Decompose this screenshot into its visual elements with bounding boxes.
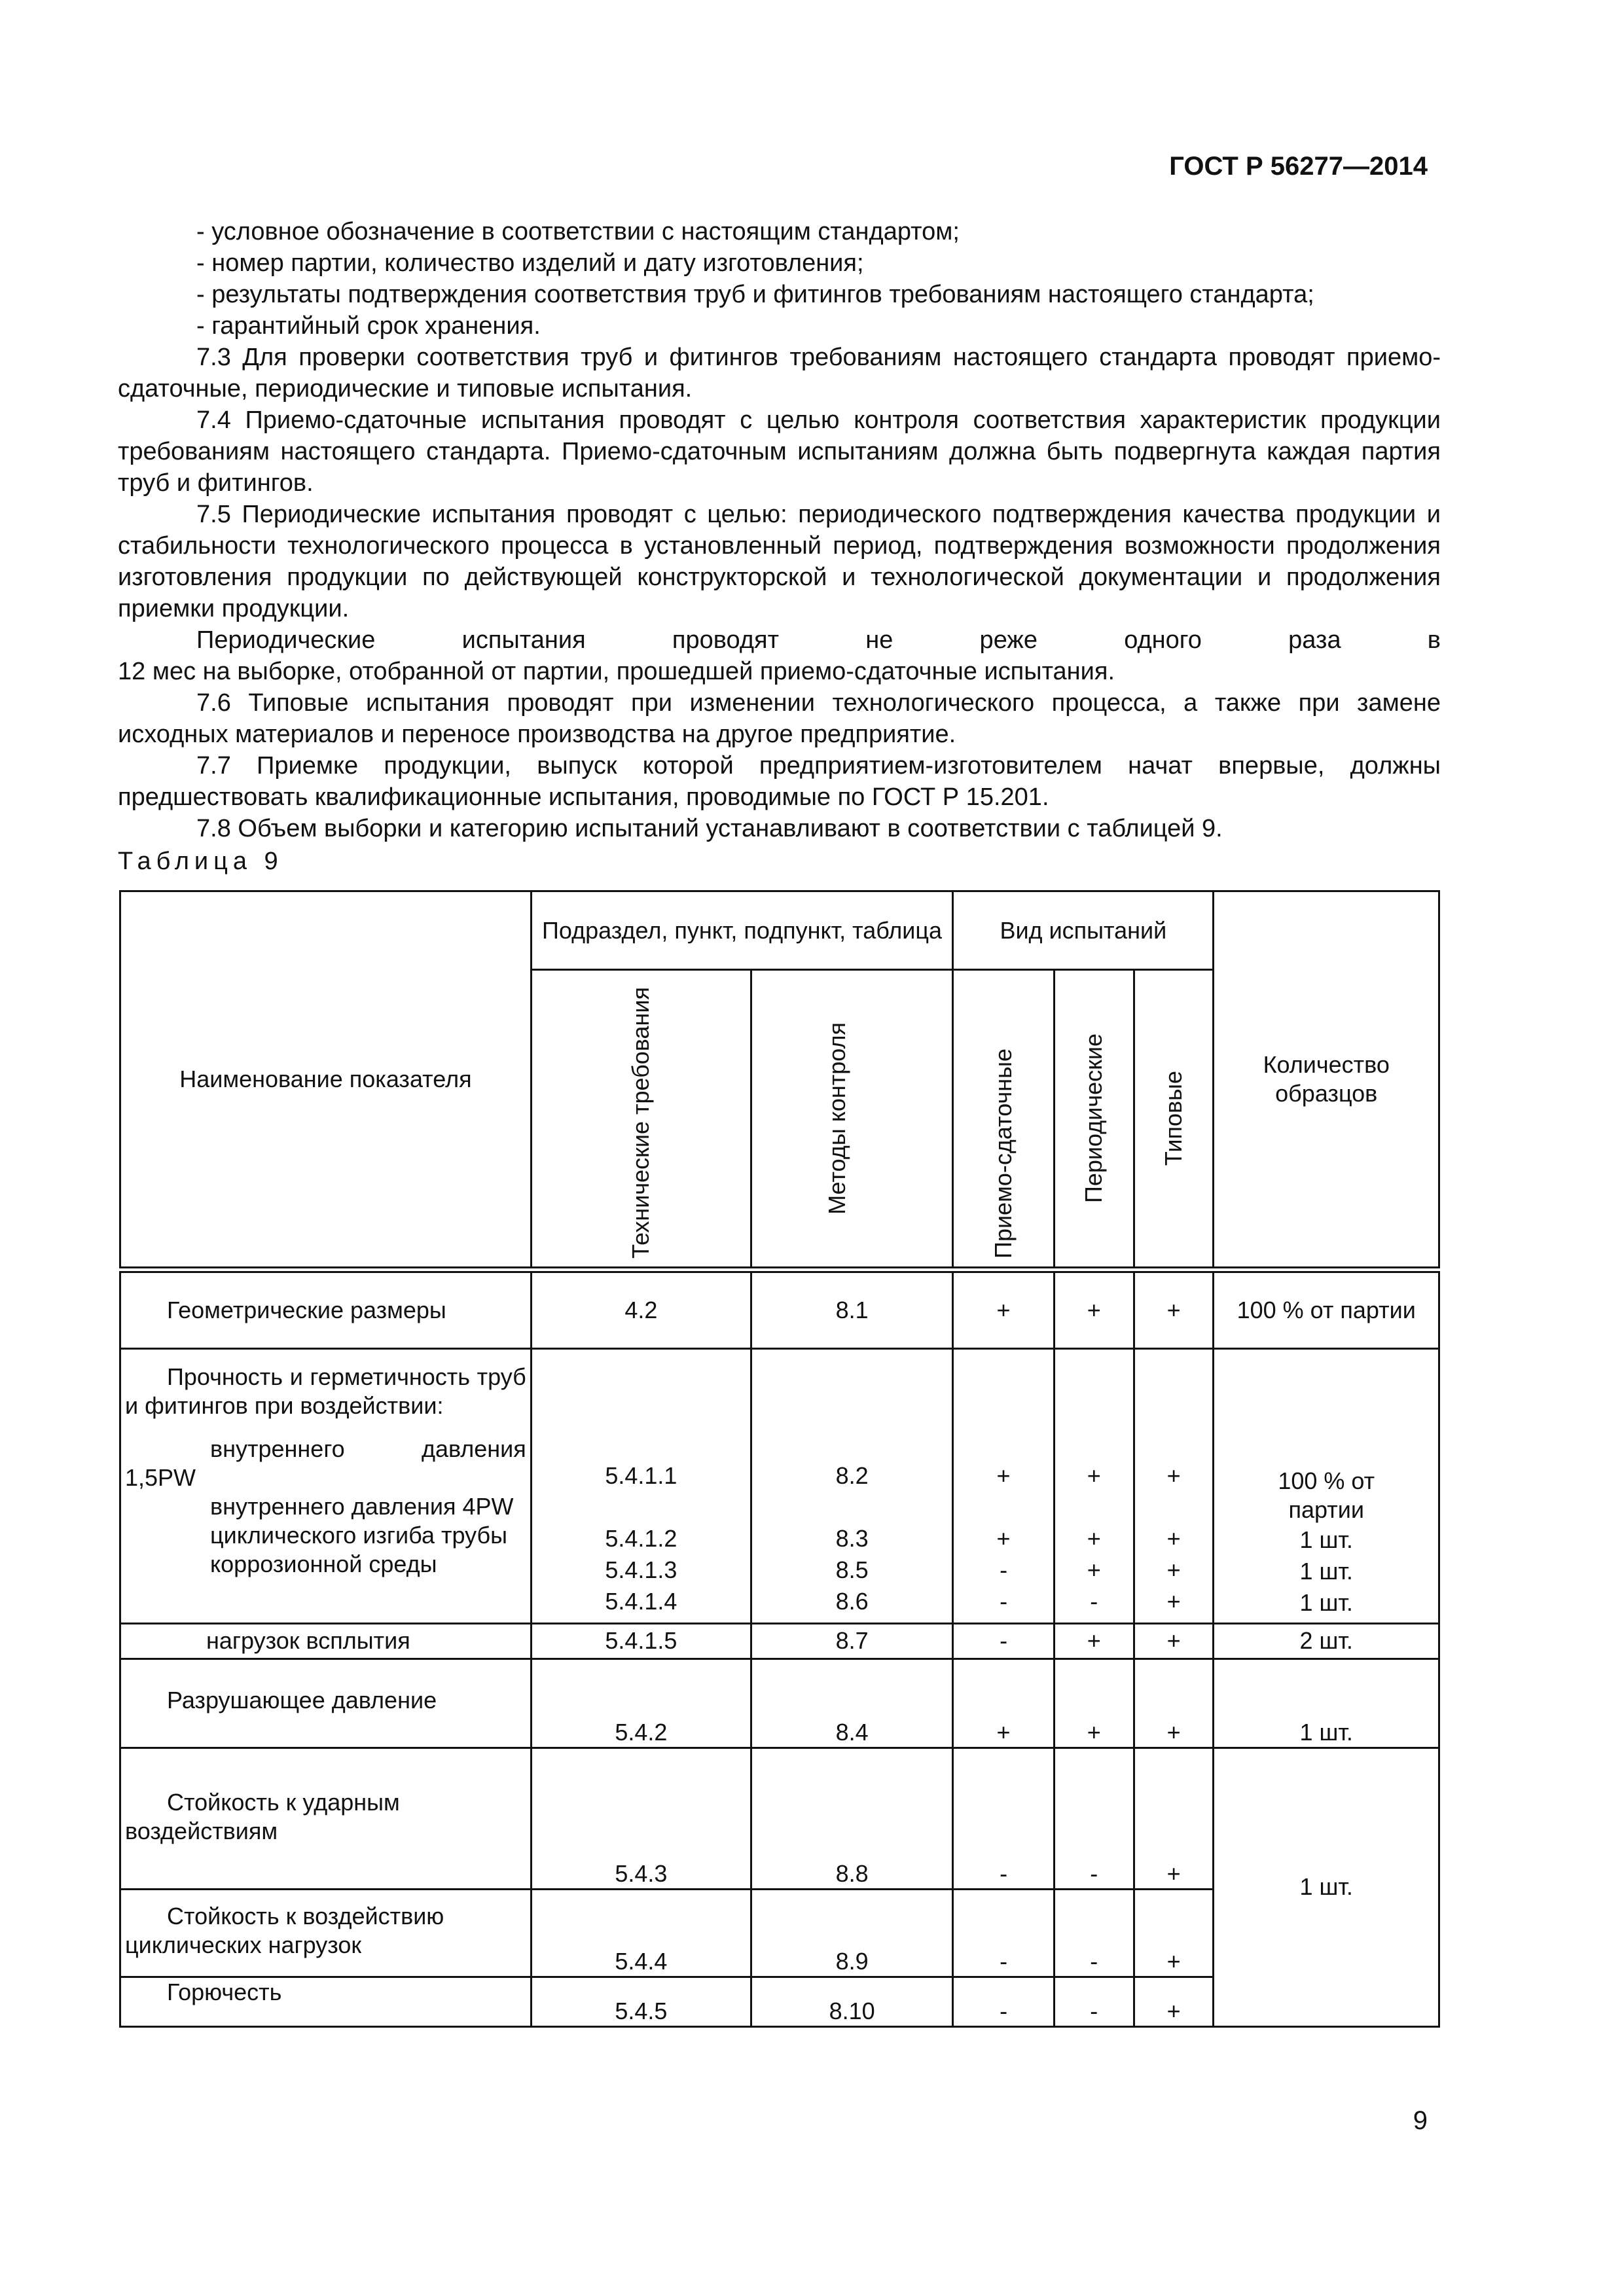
bullet-item: - номер партии, количество изделий и дату изготовления;	[196, 249, 864, 277]
strength-method-1: 8.2	[835, 1462, 869, 1489]
row-periodic: +	[1054, 1270, 1134, 1348]
paragraph-7-5-periodicity: Периодические испытания проводят не реже одного раза в	[196, 626, 1441, 654]
strength-periodic-cell	[1054, 1348, 1134, 1623]
row-req: 5.4.1.5	[531, 1623, 751, 1659]
strength-method-2: 8.3	[835, 1524, 869, 1552]
row-name: нагрузок всплытия	[120, 1623, 532, 1659]
cyclic-name: Стойкость к воздействию циклических нагрузок	[125, 1902, 444, 1958]
row-req: 5.4.3	[531, 1748, 751, 1889]
row-type: +	[1134, 1748, 1214, 1889]
header-test-type-group: Вид испытаний	[953, 891, 1214, 970]
strength-title: Прочность и герметичность труб и фитингов при воздействии:	[125, 1363, 526, 1419]
strength-t-1: +	[1166, 1462, 1181, 1489]
table-row	[120, 1659, 1439, 1748]
row-type: +	[1134, 1889, 1214, 1977]
row-name	[120, 1748, 532, 1889]
bullet-item: - гарантийный срок хранения.	[196, 312, 541, 340]
document-number: ГОСТ Р 56277—2014	[1169, 152, 1428, 181]
row-req: 4.2	[531, 1270, 751, 1348]
header-section-group: Подраздел, пункт, подпункт, таблица	[531, 891, 952, 970]
document-body	[118, 216, 1441, 877]
strength-count-1: 100 % от партии	[1278, 1467, 1375, 1523]
row-type: +	[1134, 1270, 1214, 1348]
table-row	[120, 1748, 1439, 1889]
strength-req-2: 5.4.1.2	[605, 1524, 677, 1552]
strength-p-4: -	[1090, 1587, 1098, 1615]
strength-t-2: +	[1166, 1524, 1181, 1552]
strength-method-4: 8.6	[835, 1587, 869, 1615]
strength-sub-2: внутреннего давления 4PW	[210, 1492, 514, 1520]
header-acceptance	[953, 970, 1055, 1270]
row-acceptance: -	[953, 1748, 1055, 1889]
header-type-tests-text: Типовые	[1160, 1071, 1187, 1166]
strength-t-4: +	[1166, 1587, 1181, 1615]
row-type: +	[1134, 1659, 1214, 1748]
header-tech-req	[531, 970, 751, 1270]
paragraph-7-5: 7.5 Периодические испытания проводят с целью: периодического подтверждения качества продукции и стабильности технологического процесса в установленный период, подтверждения возможности продолжения изготовления продукции по действующей конструкторской и технологической документации и продолжения приемки продукции.	[118, 501, 1441, 622]
paragraph-7-3: 7.3 Для проверки соответствия труб и фитингов требованиям настоящего стандарта проводят приемо-сдаточные, периодические и типовые испытания.	[118, 344, 1441, 403]
strength-p-2: +	[1087, 1524, 1101, 1552]
row-periodic: -	[1054, 1889, 1134, 1977]
strength-p-1: +	[1087, 1462, 1101, 1489]
strength-t-3: +	[1166, 1556, 1181, 1583]
impact-name: Стойкость к ударным воздействиям	[125, 1788, 400, 1844]
header-sample-count: Количество образцов	[1214, 891, 1439, 1270]
bullet-item: - результаты подтверждения соответствия труб и фитингов требованиям настоящего стандарта;	[196, 281, 1314, 308]
row-acceptance: -	[953, 1889, 1055, 1977]
row-method: 8.7	[751, 1623, 953, 1659]
strength-acceptance-cell	[953, 1348, 1055, 1623]
strength-name-cell	[120, 1348, 532, 1623]
strength-sub-4: коррозионной среды	[210, 1550, 437, 1577]
row-periodic: +	[1054, 1659, 1134, 1748]
strength-a-4: -	[1000, 1587, 1008, 1615]
table-row	[120, 1623, 1439, 1659]
row-acceptance: +	[953, 1659, 1055, 1748]
row-count: 100 % от партии	[1214, 1270, 1439, 1348]
header-methods	[751, 970, 953, 1270]
header-periodic	[1054, 970, 1134, 1270]
strength-method-3: 8.5	[835, 1556, 869, 1583]
table-9	[119, 890, 1440, 2028]
header-name: Наименование показателя	[120, 891, 532, 1270]
strength-count-2: 1 шт.	[1299, 1526, 1353, 1553]
row-periodic: -	[1054, 1977, 1134, 2026]
strength-sub-1: внутреннего давления 1,5PW	[125, 1435, 526, 1491]
table-row	[120, 1270, 1439, 1348]
row-periodic: +	[1054, 1623, 1134, 1659]
strength-a-3: -	[1000, 1556, 1008, 1583]
strength-req-1: 5.4.1.1	[605, 1462, 677, 1489]
strength-req-4: 5.4.1.4	[605, 1587, 677, 1615]
strength-req-3: 5.4.1.3	[605, 1556, 677, 1583]
paragraph-7-6: 7.6 Типовые испытания проводят при изменении технологического процесса, а также при замене исходных материалов и переносе производства на другое предприятие.	[118, 689, 1441, 748]
row-acceptance: +	[953, 1270, 1055, 1348]
paragraph-7-7: 7.7 Приемке продукции, выпуск которой предприятием-изготовителем начат впервые, должны предшествовать квалификационные испытания, проводимые по ГОСТ Р 15.201.	[118, 752, 1441, 811]
header-acceptance-text: Приемо-сдаточные	[990, 1049, 1017, 1259]
row-acceptance: -	[953, 1977, 1055, 2026]
row-type: +	[1134, 1623, 1214, 1659]
row-count: 1 шт.	[1214, 1659, 1439, 1748]
table-caption: Таблица 9	[118, 848, 283, 875]
row-count: 2 шт.	[1214, 1623, 1439, 1659]
row-name	[120, 1889, 532, 1977]
table-header-row	[120, 891, 1439, 970]
page-number: 9	[1413, 2106, 1428, 2135]
strength-req-cell	[531, 1348, 751, 1623]
strength-a-2: +	[996, 1524, 1011, 1552]
header-type-tests	[1134, 970, 1214, 1270]
row-method: 8.9	[751, 1889, 953, 1977]
row-req: 5.4.5	[531, 1977, 751, 2026]
strength-a-1: +	[996, 1462, 1011, 1489]
row-acceptance: -	[953, 1623, 1055, 1659]
bullet-item: - условное обозначение в соответствии с настоящим стандартом;	[196, 218, 960, 245]
row-name: Геометрические размеры	[120, 1270, 532, 1348]
row-method: 8.10	[751, 1977, 953, 2026]
strength-type-cell	[1134, 1348, 1214, 1623]
row-type: +	[1134, 1977, 1214, 2026]
strength-sub-3: циклического изгиба трубы	[210, 1521, 507, 1549]
table-row-strength	[120, 1348, 1439, 1623]
header-methods-text: Методы контроля	[823, 1022, 850, 1215]
header-periodic-text: Периодические	[1080, 1033, 1108, 1204]
header-tech-req-text: Технические требования	[627, 987, 655, 1259]
strength-count-cell	[1214, 1348, 1439, 1623]
shared-count-cell: 1 шт.	[1214, 1748, 1439, 2026]
strength-p-3: +	[1087, 1556, 1101, 1583]
strength-method-cell	[751, 1348, 953, 1623]
paragraph-7-8: 7.8 Объем выборки и категорию испытаний устанавливают в соответствии с таблицей 9.	[196, 815, 1223, 842]
row-periodic: -	[1054, 1748, 1134, 1889]
strength-count-4: 1 шт.	[1299, 1588, 1353, 1616]
paragraph-7-5-periodicity-cont: 12 мес на выборке, отобранной от партии, прошедшей приемо-сдаточные испытания.	[118, 658, 1115, 685]
strength-count-3: 1 шт.	[1299, 1557, 1353, 1585]
row-req: 5.4.2	[531, 1659, 751, 1748]
row-name: Горючесть	[120, 1977, 532, 2026]
row-req: 5.4.4	[531, 1889, 751, 1977]
row-method: 8.1	[751, 1270, 953, 1348]
row-name: Разрушающее давление	[120, 1659, 532, 1748]
row-method: 8.8	[751, 1748, 953, 1889]
paragraph-7-4: 7.4 Приемо-сдаточные испытания проводят с целью контроля соответствия характеристик продукции требованиям настоящего стандарта. Приемо-сдаточным испытаниям должна быть подвергнута каждая партия труб и фитингов.	[118, 406, 1441, 497]
row-method: 8.4	[751, 1659, 953, 1748]
